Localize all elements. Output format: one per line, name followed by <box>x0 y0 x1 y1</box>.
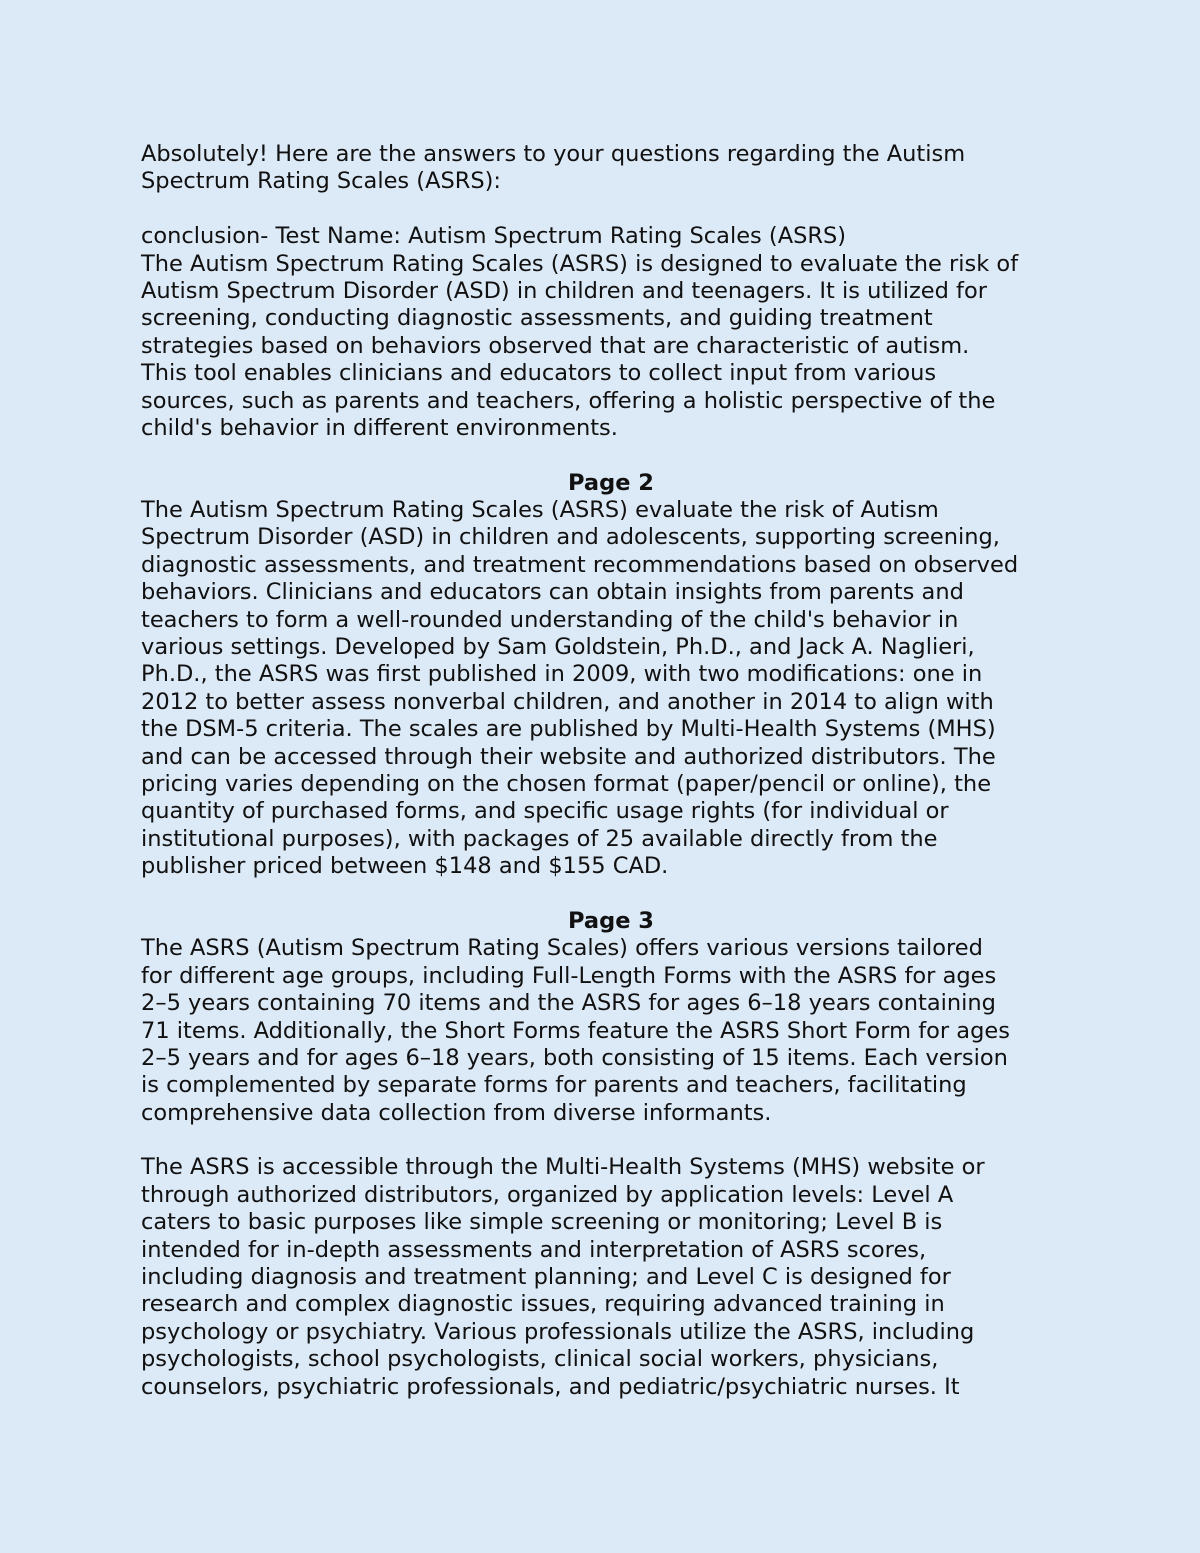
page-3-heading: Page 3 <box>568 907 654 934</box>
text-line: The ASRS is accessible through the Multi-Health Systems (MHS) website or <box>141 1154 985 1181</box>
text-line: Absolutely! Here are the answers to your questions regarding the Autism <box>141 141 966 167</box>
text-line: is complemented by separate forms for parents and teachers, facilitating <box>141 1072 967 1099</box>
text-line: screening, conducting diagnostic assessments, and guiding treatment <box>141 305 933 332</box>
document-page <box>141 141 1081 1401</box>
text-line: and can be accessed through their website and authorized distributors. The <box>141 743 996 770</box>
text-line: Spectrum Rating Scales (ASRS): <box>141 168 502 195</box>
text-line: 2012 to better assess nonverbal children, and another in 2014 to align with <box>141 688 994 715</box>
text-line: This tool enables clinicians and educators to collect input from various <box>141 360 937 387</box>
text-line: Spectrum Disorder (ASD) in children and adolescents, supporting screening, <box>141 524 1000 551</box>
text-line: Autism Spectrum Disorder (ASD) in children and teenagers. It is utilized for <box>141 277 987 304</box>
text-line: diagnostic assessments, and treatment recommendations based on observed <box>141 551 1019 578</box>
text-line: the DSM-5 criteria. The scales are published by Multi-Health Systems (MHS) <box>141 716 996 743</box>
paragraph-spacer <box>141 1127 1081 1154</box>
text-line: publisher priced between $148 and $155 CAD. <box>141 853 669 880</box>
paragraph-spacer <box>141 196 1081 223</box>
intro-paragraph <box>141 141 1081 196</box>
text-line: psychology or psychiatry. Various professionals utilize the ASRS, including <box>141 1318 975 1345</box>
text-line: behaviors. Clinicians and educators can obtain insights from parents and <box>141 579 964 606</box>
page-2-heading: Page 2 <box>568 469 654 496</box>
text-line: intended for in-depth assessments and interpretation of ASRS scores, <box>141 1236 927 1263</box>
text-line: 2–5 years containing 70 items and the ASRS for ages 6–18 years containing <box>141 990 996 1017</box>
text-line: strategies based on behaviors observed that are characteristic of autism. <box>141 332 970 359</box>
text-line: various settings. Developed by Sam Goldstein, Ph.D., and Jack A. Naglieri, <box>141 634 975 661</box>
text-line: child's behavior in different environments. <box>141 414 618 441</box>
text-line: The ASRS (Autism Spectrum Rating Scales) offers various versions tailored <box>141 935 983 962</box>
text-line: sources, such as parents and teachers, offering a holistic perspective of the <box>141 387 996 414</box>
paragraph-spacer <box>141 881 1081 908</box>
text-line: caters to basic purposes like simple screening or monitoring; Level B is <box>141 1209 943 1236</box>
text-line: 2–5 years and for ages 6–18 years, both consisting of 15 items. Each version <box>141 1044 1008 1071</box>
paragraph-spacer <box>141 442 1081 469</box>
text-line: The Autism Spectrum Rating Scales (ASRS) is designed to evaluate the risk of <box>141 250 1019 277</box>
text-line: counselors, psychiatric professionals, and pediatric/psychiatric nurses. It <box>141 1373 960 1400</box>
text-line: quantity of purchased forms, and specific usage rights (for individual or <box>141 798 949 825</box>
text-line: 71 items. Additionally, the Short Forms feature the ASRS Short Form for ages <box>141 1017 1010 1044</box>
page-3-paragraph-2 <box>141 1154 1081 1401</box>
text-line: psychologists, school psychologists, clinical social workers, physicians, <box>141 1346 939 1373</box>
text-line: research and complex diagnostic issues, requiring advanced training in <box>141 1291 945 1318</box>
text-line: including diagnosis and treatment planning; and Level C is designed for <box>141 1264 951 1291</box>
page-3-section <box>141 908 1081 1401</box>
conclusion-paragraph <box>141 223 1081 442</box>
text-line: for different age groups, including Full-Length Forms with the ASRS for ages <box>141 962 997 989</box>
text-line: institutional purposes), with packages of 25 available directly from the <box>141 825 938 852</box>
text-line: through authorized distributors, organized by application levels: Level A <box>141 1181 954 1208</box>
text-line: teachers to form a well-rounded understanding of the child's behavior in <box>141 606 959 633</box>
text-line: pricing varies depending on the chosen format (paper/pencil or online), the <box>141 770 992 797</box>
text-line: The Autism Spectrum Rating Scales (ASRS) evaluate the risk of Autism <box>141 497 939 524</box>
page-2-section <box>141 470 1081 881</box>
text-line: conclusion- Test Name: Autism Spectrum Rating Scales (ASRS) <box>141 223 847 250</box>
text-line: comprehensive data collection from diverse informants. <box>141 1099 772 1126</box>
page-3-paragraph-1 <box>141 935 1081 1127</box>
text-line: Ph.D., the ASRS was first published in 2009, with two modifications: one in <box>141 661 983 688</box>
